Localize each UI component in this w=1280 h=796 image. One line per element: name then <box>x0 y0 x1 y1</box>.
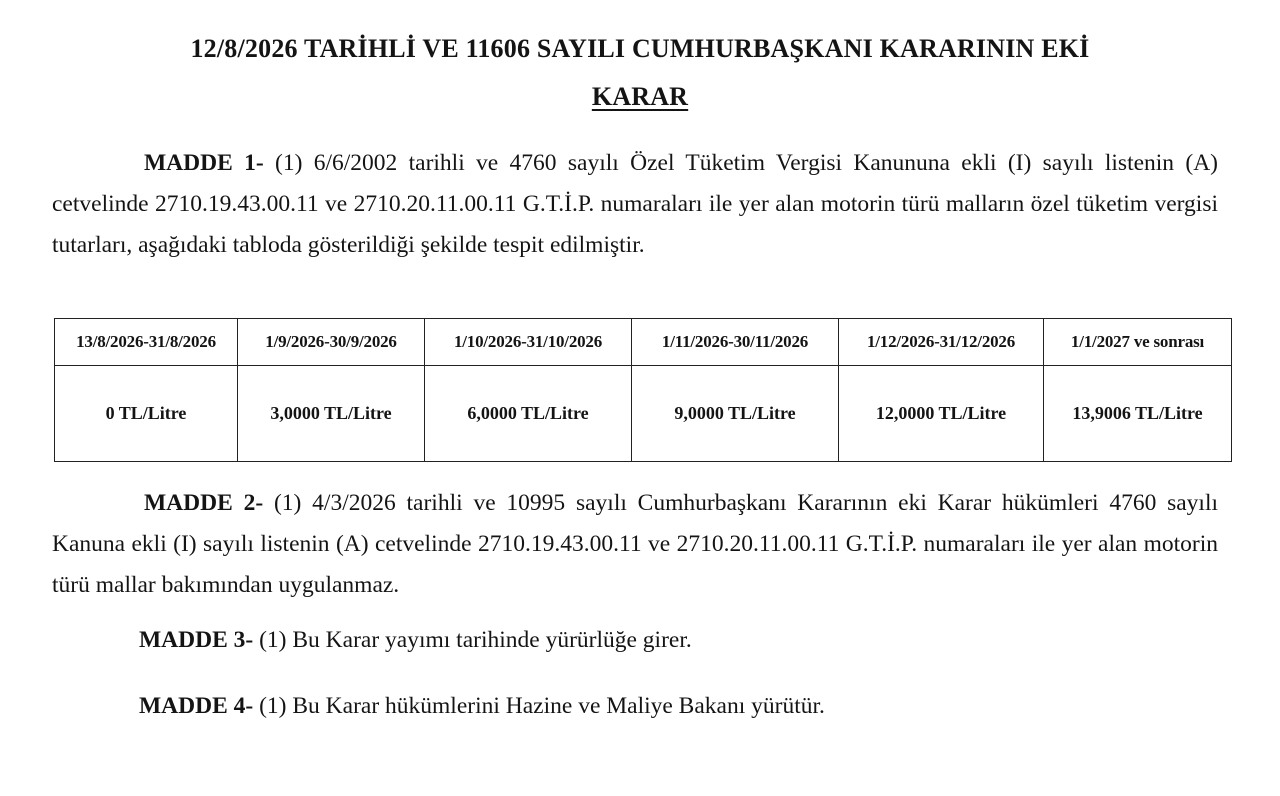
article-1 <box>52 143 1218 266</box>
table-cell: 0 TL/Litre <box>55 366 238 462</box>
table-cell: 9,0000 TL/Litre <box>632 366 839 462</box>
article-3-label: MADDE 3- <box>139 627 254 653</box>
table-cell: 12,0000 TL/Litre <box>839 366 1044 462</box>
article-2 <box>52 483 1218 606</box>
article-1-text: (1) 6/6/2002 tarihli ve 4760 sayılı Özel Tüketim Vergisi Kanununa ekli (I) sayılı listenin (A) cetvelinde 2710.19.43.00.11 ve 2710.20.11.00.11 G.T.İ.P. numaraları ile yer alan motorin türü malların özel tüketim vergisi tutarları, aşağıdaki tabloda gösterildiği şekilde tespit edilmiştir. <box>52 150 1218 258</box>
table-header-cell: 1/1/2027 ve sonrası <box>1044 319 1232 366</box>
table-cell: 6,0000 TL/Litre <box>425 366 632 462</box>
article-2-text: (1) 4/3/2026 tarihli ve 10995 sayılı Cumhurbaşkanı Kararının eki Karar hükümleri 4760 sayılı Kanuna ekli (I) sayılı listenin (A) cetvelinde 2710.19.43.00.11 ve 2710.20.11.00.11 G.T.İ.P. numaraları ile yer alan motorin türü mallar bakımından uygulanmaz. <box>52 490 1219 598</box>
article-3-text: (1) Bu Karar yayımı tarihinde yürürlüğe girer. <box>259 627 692 653</box>
table-header-cell: 1/10/2026-31/10/2026 <box>425 319 632 366</box>
table-row <box>55 366 1232 462</box>
article-4 <box>52 686 1218 727</box>
article-4-text: (1) Bu Karar hükümlerini Hazine ve Maliye Bakanı yürütür. <box>259 693 825 719</box>
tax-rate-table <box>54 318 1232 462</box>
article-3 <box>52 620 1218 661</box>
document-title: 12/8/2026 TARİHLİ VE 11606 SAYILI CUMHURBAŞKANI KARARININ EKİ <box>190 34 1090 63</box>
article-2-label: MADDE 2- <box>144 490 264 516</box>
karar-heading: KARAR <box>591 82 689 111</box>
article-1-label: MADDE 1- <box>144 150 264 176</box>
article-4-label: MADDE 4- <box>139 693 254 719</box>
table-header-cell: 1/12/2026-31/12/2026 <box>839 319 1044 366</box>
table-cell: 3,0000 TL/Litre <box>238 366 425 462</box>
document-subtitle <box>0 82 1280 112</box>
table-header-cell: 13/8/2026-31/8/2026 <box>55 319 238 366</box>
table-cell: 13,9006 TL/Litre <box>1044 366 1232 462</box>
table-header-cell: 1/11/2026-30/11/2026 <box>632 319 839 366</box>
table-header-row <box>55 319 1232 366</box>
table-header-cell: 1/9/2026-30/9/2026 <box>238 319 425 366</box>
